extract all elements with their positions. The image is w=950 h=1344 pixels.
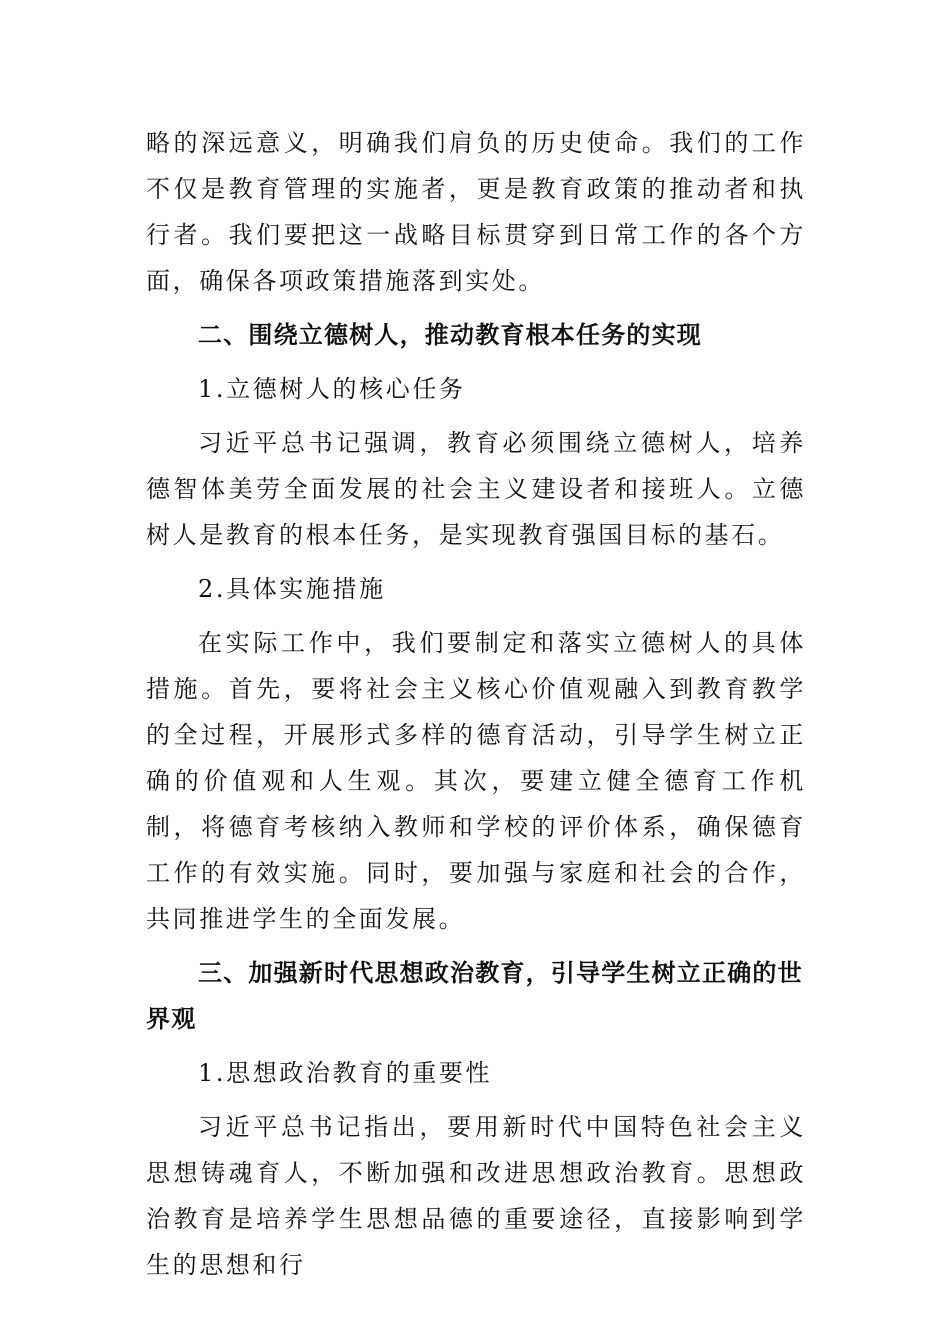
document-body — [146, 120, 806, 1296]
paragraph-3-1: 习近平总书记指出，要用新时代中国特色社会主义思想铸魂育人，不断加强和改进思想政治教育。思想政治教育是培养学生思想品德的重要途径，直接影响到学生的思想和行 — [146, 1113, 806, 1279]
section-heading-3: 三、加强新时代思想政治教育，引导学生树立正确的世界观 — [146, 959, 803, 1033]
section-heading-2: 二、围绕立德树人，推动教育根本任务的实现 — [198, 321, 702, 349]
paragraph-2-2: 在实际工作中，我们要制定和落实立德树人的具体措施。首先，要将社会主义核心价值观融入到教育教学的全过程，开展形式多样的德育活动，引导学生树立正确的价值观和人生观。其次，要建立健全德育工作机制，将德育考核纳入教师和学校的评价体系，确保德育工作的有效实施。同时，要加强与家庭和社会的合作，共同推进学生的全面发展。 — [146, 629, 806, 933]
subheading-2-1: 1.立德树人的核心任务 — [198, 375, 466, 403]
subheading-2-2: 2.具体实施措施 — [198, 575, 386, 603]
subheading-3-1: 1.思想政治教育的重要性 — [198, 1059, 493, 1087]
paragraph-intro: 略的深远意义，明确我们肩负的历史使命。我们的工作不仅是教育管理的实施者，更是教育政策的推动者和执行者。我们要把这一战略目标贯穿到日常工作的各个方面，确保各项政策措施落到实处。 — [146, 129, 806, 295]
paragraph-2-1: 习近平总书记强调，教育必须围绕立德树人，培养德智体美劳全面发展的社会主义建设者和接班人。立德树人是教育的根本任务，是实现教育强国目标的基石。 — [146, 429, 806, 549]
